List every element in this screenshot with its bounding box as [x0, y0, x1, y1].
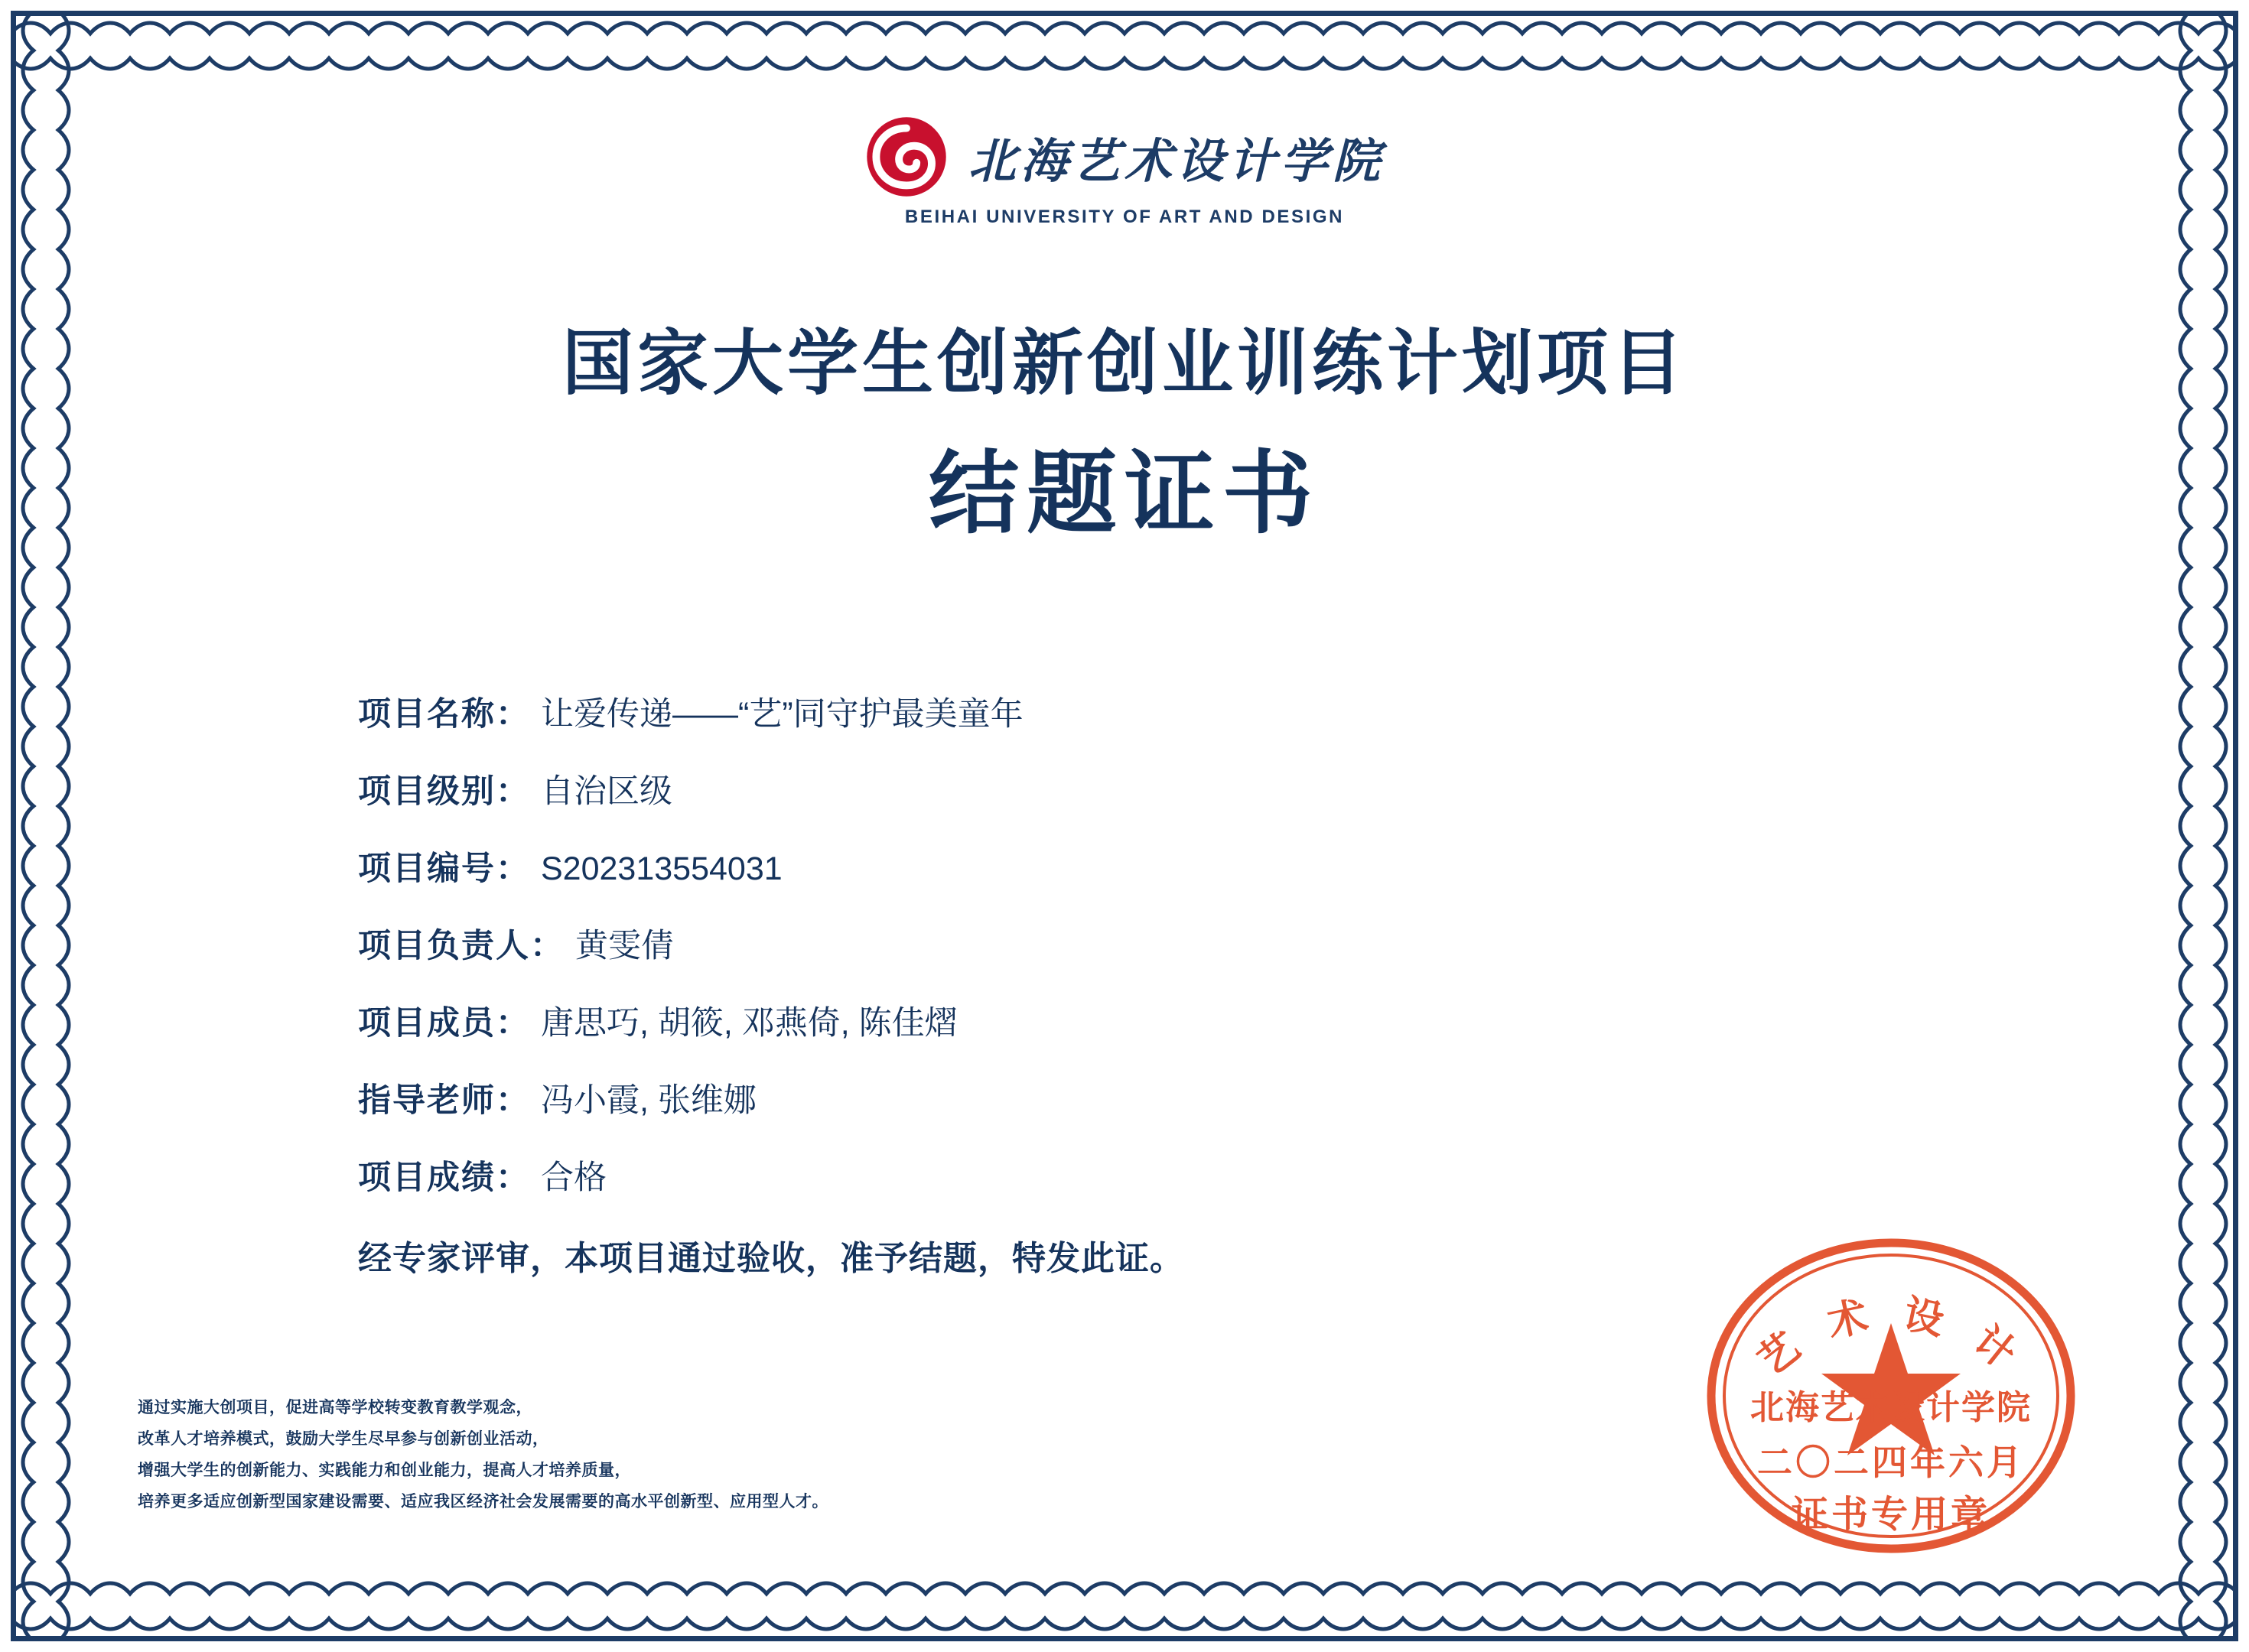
official-seal: [1700, 1231, 2082, 1560]
university-emblem-icon: [864, 115, 949, 199]
field-project-number: [358, 843, 1974, 889]
field-value: 黄雯倩: [575, 928, 674, 964]
field-label: 指导老师：: [358, 1082, 530, 1119]
field-label: 项目级别：: [358, 773, 530, 810]
svg-text:证书专用章: 证书专用章: [1791, 1494, 1991, 1535]
footnote-line-4: 培养更多适应创新型国家建设需要、适应我区经济社会发展需要的高水平创新型、应用型人才。: [138, 1493, 828, 1511]
footnote-line-3: 增强大学生的创新能力、实践能力和创业能力，提高人才培养质量，: [138, 1462, 631, 1480]
svg-text:北海艺术设计学院: 北海艺术设计学院: [1750, 1389, 2032, 1426]
field-label: 项目编号：: [358, 850, 530, 887]
field-label: 项目成员：: [358, 1005, 530, 1042]
certificate-title-main: 国家大学生创新创业训练计划项目: [562, 325, 1687, 404]
field-project-name: [358, 688, 1974, 735]
footnote-line-1: 通过实施大创项目，促进高等学校转变教育教学观念，: [138, 1399, 532, 1417]
svg-text:艺 术 设 计: 艺 术 设 计: [1750, 1293, 2032, 1384]
field-value: 唐思巧, 胡筱, 邓燕倚, 陈佳熠: [541, 1005, 958, 1042]
field-value: 合格: [541, 1159, 607, 1196]
institution-name-cn: 北海艺术设计学院: [968, 135, 1385, 188]
field-project-advisors: [358, 1075, 1974, 1121]
certificate-fields: [358, 688, 1974, 1280]
field-value: 自治区级: [541, 773, 672, 810]
svg-text:二〇二四年六月: 二〇二四年六月: [1757, 1443, 2025, 1482]
field-label: 项目成绩：: [358, 1159, 530, 1196]
field-label: 项目名称：: [358, 696, 530, 733]
certificate-title-sub: 结题证书: [928, 444, 1320, 545]
field-project-leader: [358, 920, 1974, 967]
footnote-block: [138, 1393, 828, 1518]
institution-name-en: BEIHAI UNIVERSITY OF ART AND DESIGN: [904, 206, 1345, 227]
certificate-statement: 经专家评审，本项目通过验收，准予结题，特发此证。: [358, 1240, 1184, 1277]
field-project-grade: [358, 1152, 1974, 1198]
seal-stamp-icon: [1700, 1231, 2082, 1560]
footnote-line-2: 改革人才培养模式，鼓励大学生尽早参与创新创业活动，: [138, 1430, 549, 1449]
field-label: 项目负责人：: [358, 928, 565, 964]
field-value: 让爱传递——“艺”同守护最美童年: [541, 696, 1024, 733]
field-project-members: [358, 997, 1974, 1044]
field-project-level: [358, 766, 1974, 812]
institution-logo-block: [0, 115, 2249, 228]
field-value: 冯小霞, 张维娜: [541, 1082, 757, 1119]
field-value: S202313554031: [541, 850, 783, 887]
